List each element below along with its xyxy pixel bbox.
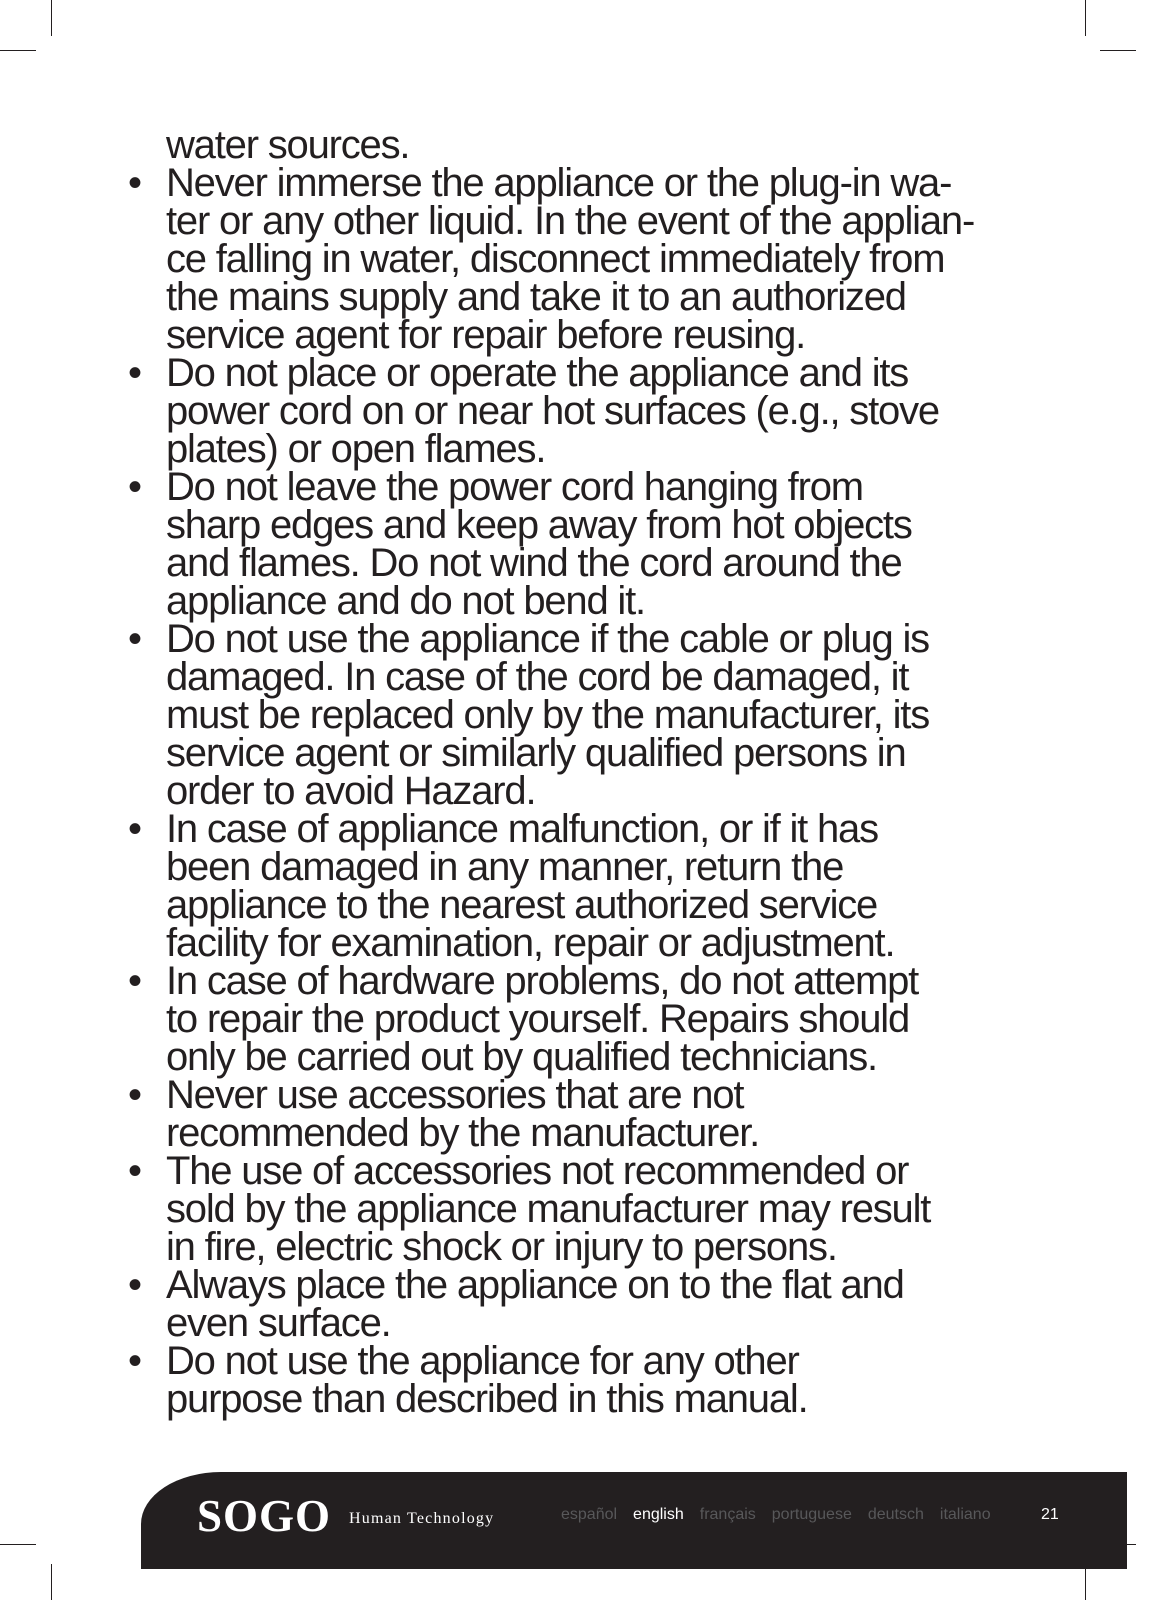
bullet-text [166,1263,904,1345]
bullet-marker: • [128,351,141,395]
continued-line: water sources. [166,123,410,167]
bullet-item [128,161,1028,357]
text-line: Never immerse the appliance or the plug-in wa- [166,161,952,205]
text-line: ter or any other liquid. In the event of the applian- [166,199,975,243]
bullet-text [166,1149,931,1269]
text-line: purpose than described in this manual. [166,1377,808,1421]
bullet-marker: • [128,1263,141,1307]
bullet-marker: • [128,959,141,1003]
bullet-text [166,1339,808,1421]
bullet-item [128,959,1028,1079]
language-1: english [633,1506,684,1523]
text-line: Do not place or operate the appliance and its [166,351,909,395]
crop-mark [51,1564,52,1600]
language-0: español [561,1506,618,1523]
crop-mark [0,1544,36,1545]
text-line: in fire, electric shock or injury to persons. [166,1225,837,1269]
bullet-text [166,807,895,965]
text-line: to repair the product yourself. Repairs should [166,997,910,1041]
language-list [561,1506,991,1524]
text-line: ce falling in water, disconnect immediately from [166,237,945,281]
brand-tagline: Human Technology [349,1510,495,1527]
bullet-item [128,465,1028,623]
bullet-item [128,1149,1028,1269]
crop-mark [0,50,36,51]
bullet-item [128,807,1028,965]
crop-mark [1100,50,1136,51]
brand-logo: SOGO [197,1491,332,1541]
text-line: Never use accessories that are not [166,1073,744,1117]
bullet-text [166,959,919,1079]
text-line: damaged. In case of the cord be damaged, it [166,655,909,699]
text-line: In case of hardware problems, do not attempt [166,959,919,1003]
text-line: Do not use the appliance for any other [166,1339,799,1383]
text-line: In case of appliance malfunction, or if it has [166,807,878,851]
text-line: the mains supply and take it to an authorized [166,275,906,319]
bullet-text [166,161,975,357]
text-line: The use of accessories not recommended or [166,1149,909,1193]
crop-mark [51,0,52,36]
page-footer [141,1472,1127,1569]
bullet-item [128,1073,1028,1155]
bullet-marker: • [128,465,141,509]
bullet-marker: • [128,1149,141,1193]
bullet-marker: • [128,161,141,205]
language-2: français [699,1506,756,1523]
text-line: Always place the appliance on to the flat and [166,1263,904,1307]
language-4: deutsch [867,1506,924,1523]
crop-mark [1085,0,1086,36]
bullet-item [128,351,1028,471]
bullet-marker: • [128,1339,141,1383]
bullet-marker: • [128,617,141,661]
text-line: been damaged in any manner, return the [166,845,844,889]
bullet-text [166,351,939,471]
text-line: sharp edges and keep away from hot objects [166,503,912,547]
page-number: 21 [1041,1506,1059,1523]
text-line: Do not leave the power cord hanging from [166,465,863,509]
text-line: appliance to the nearest authorized service [166,883,878,927]
text-line: only be carried out by qualified technicians. [166,1035,877,1079]
text-line: and flames. Do not wind the cord around the [166,541,902,585]
bullet-item [128,1263,1028,1345]
bullet-text [166,617,930,813]
text-line: order to avoid Hazard. [166,769,536,813]
bullet-item [128,1339,1028,1421]
language-5: italiano [939,1506,991,1523]
crop-mark [1085,1564,1086,1600]
text-line: recommended by the manufacturer. [166,1111,760,1155]
language-3: portuguese [771,1506,852,1523]
text-line: plates) or open flames. [166,427,546,471]
bullet-list [128,161,1028,1421]
safety-instructions [128,123,1028,1421]
bullet-marker: • [128,1073,141,1117]
text-line: Do not use the appliance if the cable or plug is [166,617,929,661]
bullet-marker: • [128,807,141,851]
text-line: service agent or similarly qualified persons in [166,731,906,775]
bullet-text [166,1073,760,1155]
text-line: even surface. [166,1301,391,1345]
text-line: power cord on or near hot surfaces (e.g., stove [166,389,939,433]
bullet-text [166,465,912,623]
text-line: service agent for repair before reusing. [166,313,806,357]
text-line: facility for examination, repair or adjustment. [166,921,895,965]
bullet-item [128,617,1028,813]
text-line: appliance and do not bend it. [166,579,645,623]
text-line: must be replaced only by the manufacturer, its [166,693,930,737]
text-line: sold by the appliance manufacturer may result [166,1187,931,1231]
